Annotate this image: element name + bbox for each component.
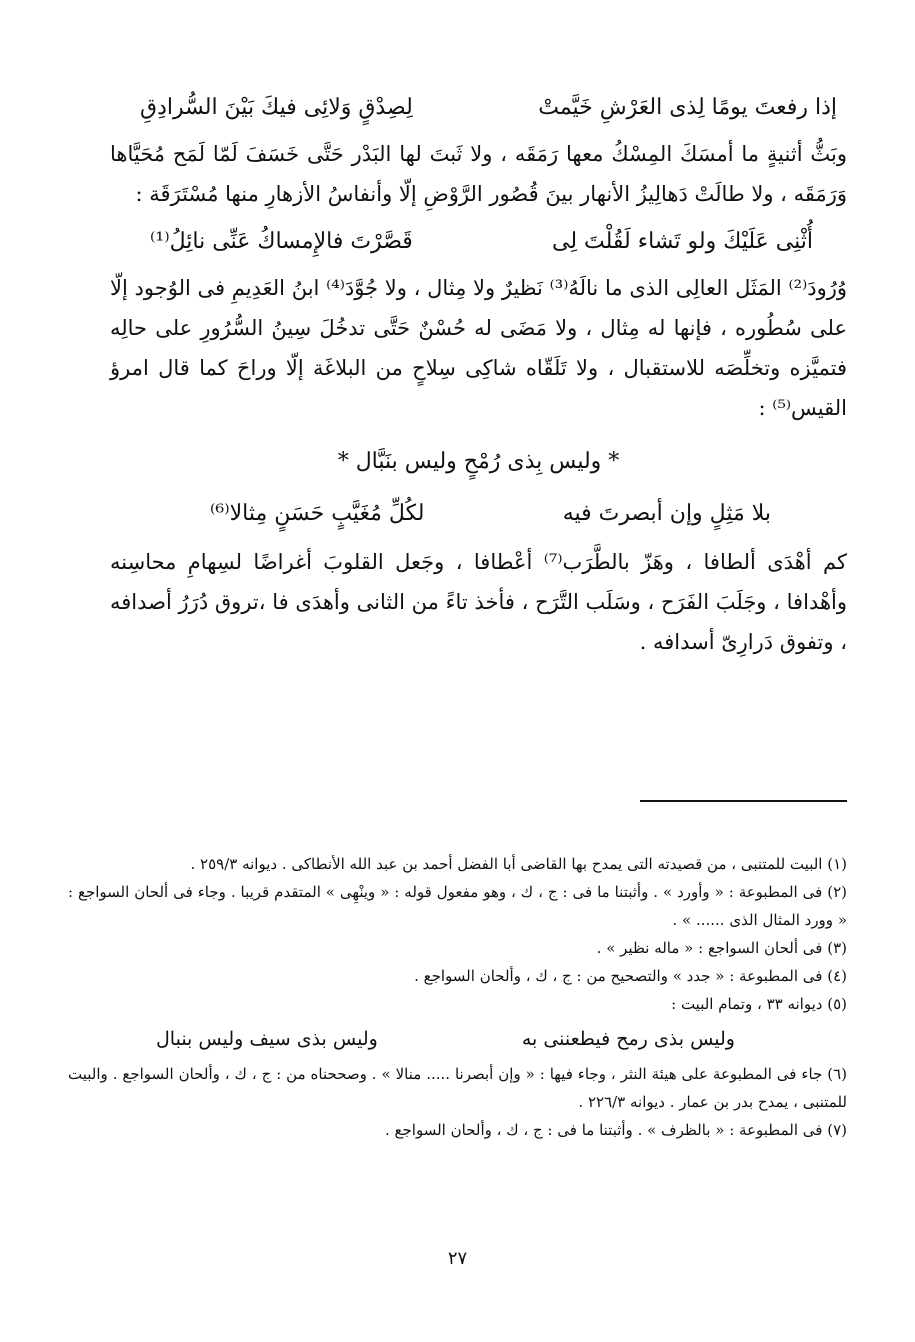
footnote-5-second-hemistich: وليس بذى سيف وليس بنبال [156, 1028, 378, 1050]
footnote-5-verse [156, 1020, 735, 1058]
verse-1 [140, 88, 837, 128]
verse-2-second-hemistich: قَصَّرْتَ فالإِمساكُ عَنِّى نائِلُ⁽¹⁾ [150, 229, 413, 254]
footnote-2: (٢) فى المطبوعة : « وأورد » . وأثبتنا ما فى : ج ، ك ، وهو مفعول قوله : « وينْهِى » المتقدم قريبا . وجاء فى ألحان السواجع : « وورد المثال الذى ...... » . [68, 883, 847, 929]
footnote-4: (٤) فى المطبوعة : « جدد » والتصحيح من : ج ، ك ، وألحان السواجع . [414, 967, 847, 985]
page-number: ٢٧ [447, 1248, 468, 1269]
verse-3-second-hemistich: لكُلِّ مُغَيَّبٍ حَسَنٍ مِثالا⁽⁶⁾ [210, 501, 425, 526]
paragraph-3: كم أهْدَى ألطافا ، وهَزّ بالطَّرَب⁽⁷⁾ أعْطافا ، وجَعل القلوبَ أغراضًا لسِهامِ محاسِنه وأهْدافا ، وجَلَبَ الفَرَح ، وسَلَب التَّرَح ، فأخذ تاءً من الثانى وأهدَى فا ،تروق دُرَرُ أصدافه ، وتفوق دَرارِىّ أسدافه . [110, 550, 847, 654]
footnotes [68, 850, 847, 1144]
verse-2 [150, 222, 813, 262]
centered-hemistich: * وليس بِذى رُمْحٍ وليس بنَبَّال * [337, 449, 620, 474]
verse-1-first-hemistich: إذا رفعتَ يومًا لِذى العَرْشِ خَيَّمتْ [538, 95, 837, 120]
footnote-separator [640, 800, 847, 802]
footnote-5-first-hemistich: وليس بذى رمح فيطعننى به [521, 1028, 735, 1050]
footnote-6: (٦) جاء فى المطبوعة على هيئة النثر ، وجاء فيها : « وإن أبصرنا ..... منالا » . وصححناه من : ج ، ك ، وألحان السواجع . والبيت للمتنبى ، يمدح بدر بن عمار . ديوانه ٢٢٦/٣ . [68, 1065, 847, 1111]
footnote-1: (١) البيت للمتنبى ، من قصيدته التى يمدح بها القاضى أبا الفضل أحمد بن عبد الله الأنطاكى . ديوانه ٢٥٩/٣ . [190, 855, 847, 873]
footnote-5: (٥) ديوانه ٣٣ ، وتمام البيت : [671, 995, 847, 1013]
main-text [110, 88, 847, 662]
verse-2-first-hemistich: أُثْنِى عَلَيْكَ ولو تَشاء لَقُلْتَ لِى [551, 229, 813, 254]
paragraph-1: وبَثُّ أثنيةٍ ما أمسَكَ المِسْكُ معها رَمَقَه ، ولا ثَبتَ لها البَدْر حَتَّى خَسَفَ لَمّا لَمَح مُحَيَّاها وَرَمَقَه ، ولا طالَتْ دَهالِيزُ الأنهار بينَ قُصُور الرَّوْضِ إلّا وأنفاسُ الأزهارِ منها مُسْتَرَقَة : [110, 142, 847, 206]
footnote-3: (٣) فى ألحان السواجع : « ماله نظير » . [596, 939, 847, 957]
paragraph-2: وُرُودَ⁽²⁾ المَثَل العالِى الذى ما نالَهُ⁽³⁾ نَظيرٌ ولا مِثال ، ولا جُوَّدَ⁽⁴⁾ ابنُ العَدِيمِ فى الوُجود إلّا على سُطُوره ، فإنها له مِثال ، ولا مَضَى له حُسْنٌ حَتَّى تدخُلَ سِينُ السُّرُورِ على حالِه فتميَّزه وتخلِّصَه للاستقبال ، ولا تَلَقّاه شاكِى سِلاحٍ من البلاغَة إلّا وراحَ كما قال امرؤ القيس⁽⁵⁾ : [110, 276, 847, 420]
verse-1-second-hemistich: لِصِدْقٍ وَلائِى فيكَ بَيْنَ السُّرادِقِ [140, 95, 413, 120]
verse-3 [210, 494, 771, 534]
footnote-7: (٧) فى المطبوعة : « بالظرف » . وأثبتنا ما فى : ج ، ك ، وألحان السواجع . [385, 1121, 847, 1139]
verse-3-first-hemistich: بلا مَثِلٍ وإن أبصرتَ فيه [562, 501, 771, 526]
